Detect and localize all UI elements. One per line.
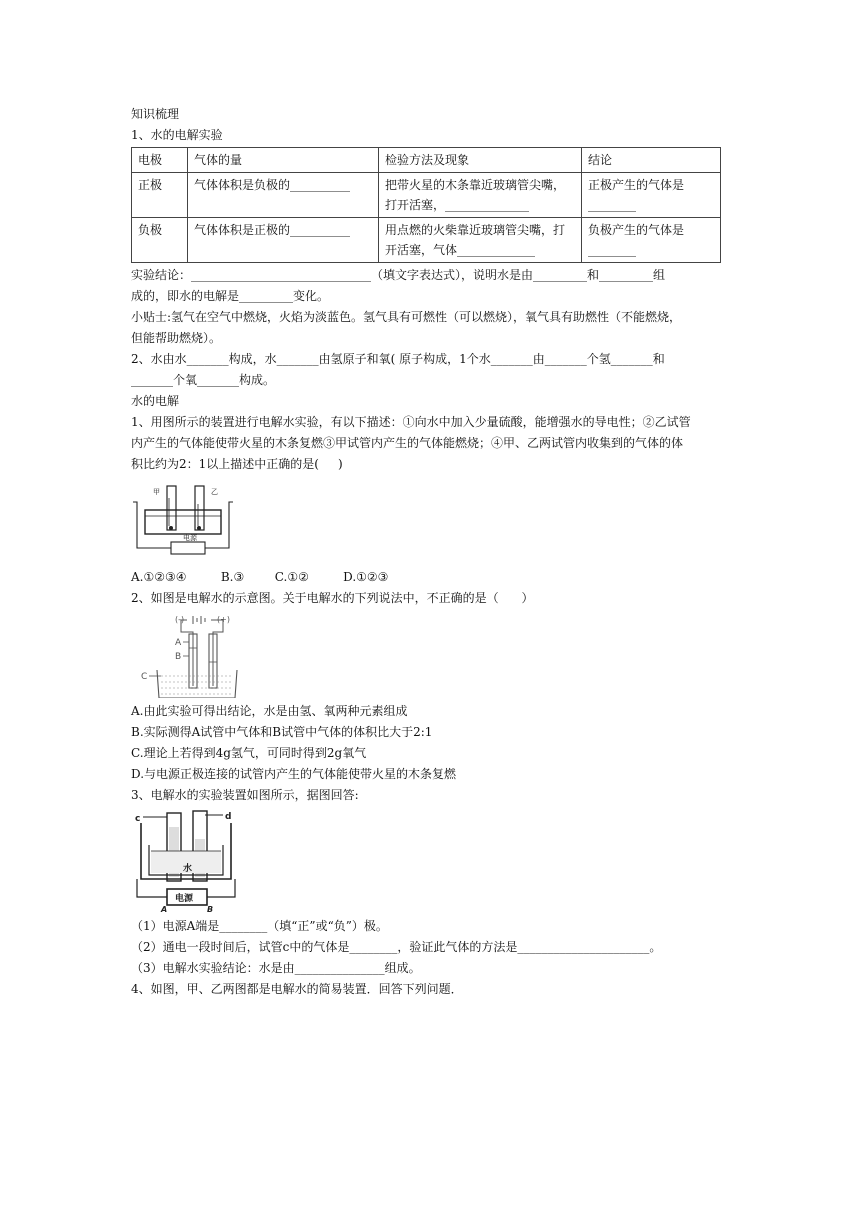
table-cell: 气体体积是负极的__________: [188, 173, 379, 218]
question-2-stem: 2、如图是电解水的示意图。关于电解水的下列说法中，不正确的是（ ）: [131, 591, 534, 605]
electrolysis-apparatus-figure-2: [131, 612, 241, 698]
figure-2-label-c: C: [141, 672, 148, 682]
figure-3-power-label: 电源: [175, 894, 194, 904]
question-2-option-a: A.由此实验可得出结论，水是由氢、氧两种元素组成: [131, 704, 408, 718]
electrolysis-apparatus-figure-1: [131, 478, 241, 564]
table-header: 结论: [582, 148, 721, 173]
table-header: 电极: [132, 148, 188, 173]
electrolysis-apparatus-figure-3: [131, 809, 241, 913]
figure-3-label-a: A: [161, 905, 168, 913]
question-3-part-3: （3）电解水实验结论：水是由_______________组成。: [131, 961, 421, 975]
table-header: 气体的量: [188, 148, 379, 173]
question-3-part-2: （2）通电一段时间后，试管c中的气体是________，验证此气体的方法是______________________。: [131, 940, 662, 954]
figure-2-plus-label: (+): [217, 615, 230, 624]
figure-2-minus-label: (-): [175, 615, 185, 624]
question-2-option-d: D.与电源正极连接的试管内产生的气体能使带火星的木条复燃: [131, 767, 457, 781]
section-2-line: 2、水由水_______构成，水_______由氢原子和氧( 原子构成，1个水_______由_______个氢_______和: [131, 352, 665, 366]
section-2-line: _______个氧_______构成。: [131, 373, 276, 387]
question-1-line: 内产生的气体能使带火星的木条复燃③甲试管内产生的气体能燃烧；④甲、乙两试管内收集到的气体的体: [131, 436, 684, 450]
figure-2-label-a: A: [175, 638, 182, 648]
table-cell: 负极: [132, 218, 188, 263]
question-2-option-c: C.理论上若得到4g氢气，可同时得到2g氧气: [131, 746, 367, 760]
figure-1-yi-label: 乙: [211, 488, 218, 496]
question-1-line: 1、用图所示的装置进行电解水实验，有以下描述：①向水中加入少量硫酸，能增强水的导电性；②乙试管: [131, 415, 691, 429]
question-1-line: 积比约为2：1以上描述中正确的是( ): [131, 457, 343, 471]
tip-line: 但能帮助燃烧）。: [131, 331, 222, 345]
question-1-options: A.①②③④ B.③ C.①② D.①②③: [131, 570, 389, 584]
table-cell: 气体体积是正极的__________: [188, 218, 379, 263]
figure-3-water-label: 水: [183, 864, 193, 874]
question-2-option-b: B.实际测得A试管中气体和B试管中气体的体积比大于2:1: [131, 725, 433, 739]
sub-heading: 水的电解: [131, 394, 180, 408]
figure-1-jia-label: 甲: [153, 488, 160, 496]
table-cell: 正极: [132, 173, 188, 218]
figure-3-label-b: B: [207, 905, 214, 913]
conclusion-line: 实验结论：______________________________（填文字表达式），说明水是由_________和_________组: [131, 268, 666, 282]
conclusion-line: 成的，即水的电解是_________变化。: [131, 289, 330, 303]
table-row: [132, 173, 721, 218]
table-cell: 正极产生的气体是________: [582, 173, 721, 218]
tip-line: 小贴士:氢气在空气中燃烧，火焰为淡蓝色。氢气具有可燃性（可以燃烧），氧气具有助燃性（不能燃烧，: [131, 310, 682, 324]
table-row: [132, 218, 721, 263]
question-3-part-1: （1）电源A端是________（填“正”或“负”）极。: [131, 919, 388, 933]
table-header: 检验方法及现象: [379, 148, 582, 173]
table-cell: 负极产生的气体是________: [582, 218, 721, 263]
electrolysis-table: [131, 147, 721, 263]
question-3-stem: 3、电解水的实验装置如图所示，据图回答:: [131, 788, 359, 802]
question-4-stem: 4、如图，甲、乙两图都是电解水的简易装置．回答下列问题．: [131, 982, 463, 996]
figure-1-power-label: 电源: [183, 534, 197, 542]
table-header-row: [132, 148, 721, 173]
table-cell: 用点燃的火柴靠近玻璃管尖嘴，打开活塞，气体_____________: [379, 218, 582, 263]
heading: 知识梳理: [131, 107, 180, 121]
figure-3-label-d: d: [225, 812, 232, 822]
section-1-title: 1、水的电解实验: [131, 128, 223, 142]
figure-2-label-b: B: [175, 652, 182, 662]
table-cell: 把带火星的木条靠近玻璃管尖嘴，打开活塞，______________: [379, 173, 582, 218]
figure-3-label-c: c: [135, 814, 141, 824]
worksheet: [131, 104, 731, 1000]
